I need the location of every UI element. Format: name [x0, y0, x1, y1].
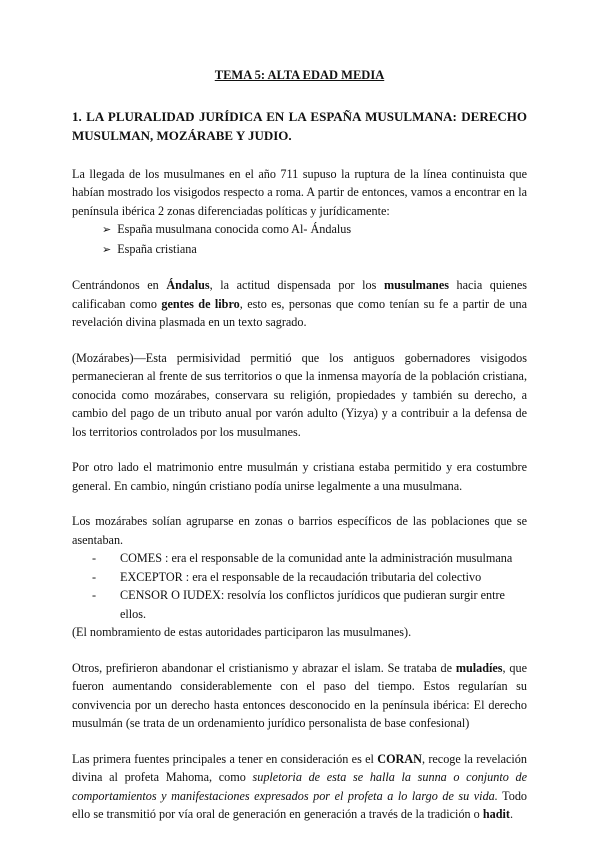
office-item-exceptor: - EXCEPTOR : era el responsable de la recaudación tributaria del colectivo: [92, 568, 527, 587]
paragraph-nombramiento: (El nombramiento de estas autoridades participaron las musulmanes).: [72, 625, 412, 639]
offices-list: [72, 549, 527, 623]
paragraph-muladies: Otros, prefirieron abandonar el cristianismo y abrazar el islam. Se trataba de muladíes, que fueron aumentando considerablemente con el paso del tiempo. Estos regularían su convivencia por un derecho hasta entonces desconocido en la península ibérica: El derecho musulmán (se trata de un ordenamiento jurídico personalista de base confesional): [72, 660, 527, 730]
paragraph-barrios: Los mozárabes solían agruparse en zonas o barrios específicos de las poblaciones que se asentaban.: [72, 514, 527, 547]
paragraph-coran: Las primera fuentes principales a tener en consideración es el CORAN, recoge la revelación divina al profeta Mahoma, como supletoria de esta se halla la sunna o conjunto de comportamientos y manifestaciones expresados por el profeta a lo largo de su vida. Todo ello se transmitió por vía oral de generación en generación a través de la tradición o hadit.: [72, 751, 528, 821]
paragraph-andalus: Centrándonos en Ándalus, la actitud dispensada por los musulmanes hacia quienes calificaban como gentes de libro, esto es, personas que como tenían su fe a partir de una revelación divina plasmada en un texto sagrado.: [72, 278, 528, 329]
zones-list: [72, 220, 527, 259]
section-heading: 1. LA PLURALIDAD JURÍDICA EN LA ESPAÑA MUSULMANA: DERECHO MUSULMAN, MOZÁRABE Y JUDIO.: [72, 108, 527, 143]
office-item-comes: - COMES : era el responsable de la comunidad ante la administración musulmana: [92, 549, 527, 568]
zone-item-cristiana: ➢ España cristiana: [102, 240, 527, 260]
document-page: [72, 66, 527, 841]
paragraph-intro: La llegada de los musulmanes en el año 711 supuso la ruptura de la línea continuista que habían mostrado los visigodos respecto a roma. A partir de entonces, vamos a encontrar en la península ibérica 2 zonas diferenciadas políticas y jurídicamente:: [72, 166, 527, 218]
paragraph-mozarabes: (Mozárabes)—Esta permisividad permitió que los antiguos gobernadores visigodos permanecieran al frente de sus territorios o que la inmensa mayoría de la población cristiana, conocida como mozárabes, conservara su religión, propiedades y también su derecho, a cambio del pago de un tributo anual por varón adulto (Yizya) y a contribuir a la defensa de los territorios controlados por los musulmanes.: [72, 350, 527, 439]
page-title: TEMA 5: ALTA EDAD MEDIA: [214, 68, 385, 82]
office-item-censor: - CENSOR O IUDEX: resolvía los conflictos jurídicos que pudieran surgir entre ellos.: [92, 586, 527, 623]
zone-item-andalus: ➢ España musulmana conocida como Al- Ándalus: [102, 220, 527, 240]
paragraph-matrimonio: Por otro lado el matrimonio entre musulmán y cristiana estaba permitido y era costumbre general. En cambio, ningún cristiano podía unirse legalmente a una musulmana.: [72, 460, 527, 493]
